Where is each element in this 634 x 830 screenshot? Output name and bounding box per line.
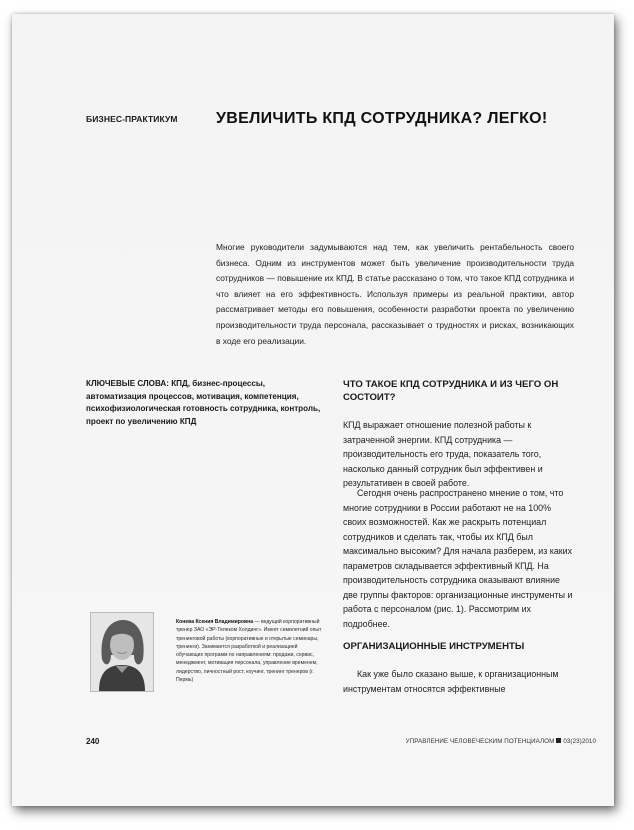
section-rubric: БИЗНЕС-ПРАКТИКУМ [86, 114, 178, 124]
author-bio-text: — ведущий корпоративный тренер ЗАО «ЭР-Телеком Холдинг». Имеет семилетний опыт тренинговой работы (корпоративные и открытые семинары, тренинги). Занимается разработкой и реализацией обучающих программ по направлениям: продажи, сервис, менеджмент, мотивация персонала, управление временем, лидерство, личностный рост, коучинг, тренинг тренеров (г. Пермь) [176, 619, 322, 684]
journal-issue: 03(23)2010 [563, 738, 596, 745]
section-heading-what-is-kpd: ЧТО ТАКОЕ КПД СОТРУДНИКА И ИЗ ЧЕГО ОН СОСТОИТ? [343, 379, 559, 403]
author-name: Конева Ксения Владимировна [176, 619, 254, 625]
author-photo [90, 612, 154, 692]
page-number: 240 [86, 737, 100, 746]
author-bio [176, 618, 324, 684]
square-separator-icon [556, 738, 561, 743]
section1-paragraph-2: Сегодня очень распространено мнение о том, что многие сотрудники в России работают не на 100% своих возможностей. Как же раскрыть потенциал сотрудников и сделать так, чтобы их КПД был максимально высоким? Для начала разберем, из каких параметров складывается эффективный КПД. На производительность сотрудника оказывают влияние две группы факторов: организационные инструменты и работа с персоналом (рис. 1). Рассмотрим их подробнее. [343, 488, 573, 629]
journal-name: УПРАВЛЕНИЕ ЧЕЛОВЕЧЕСКИМ ПОТЕНЦИАЛОМ [405, 738, 555, 745]
section-heading-org-tools: ОРГАНИЗАЦИОННЫЕ ИНСТРУМЕНТЫ [343, 641, 525, 652]
article-lead: Многие руководители задумываются над тем, как увеличить рентабельность своего бизнеса. Одним из инструментов может быть увеличение производительности труда сотрудников — повышение их КПД. В статье рассказано о том, что такое КПД сотрудника и что влияет на его эффективность. Используя примеры из реальной практики, автор рассматривает методы его повышения, особенности разработки проекта по увеличению производительности труда персонала, рассказывает о трудностях и рисках, возникающих в ходе его реализации. [216, 242, 574, 346]
article-title: УВЕЛИЧИТЬ КПД СОТРУДНИКА? ЛЕГКО! [216, 110, 548, 127]
keywords: КЛЮЧЕВЫЕ СЛОВА: КПД, бизнес-процессы, автоматизация процессов, мотивация, компетенция, психофизиологическая готовность сотрудника, контроль, проект по увеличению КПД [86, 379, 321, 426]
journal-footer [406, 738, 596, 745]
section1-paragraph-1: КПД выражает отношение полезной работы к затраченной энергии. КПД сотрудника — производительность его труда, показатель того, насколько данный сотрудник был эффективен и результативен в своей работе. [343, 420, 543, 488]
section2-paragraph-1: Как уже было сказано выше, к организационным инструментам относятся эффективные [343, 669, 559, 694]
